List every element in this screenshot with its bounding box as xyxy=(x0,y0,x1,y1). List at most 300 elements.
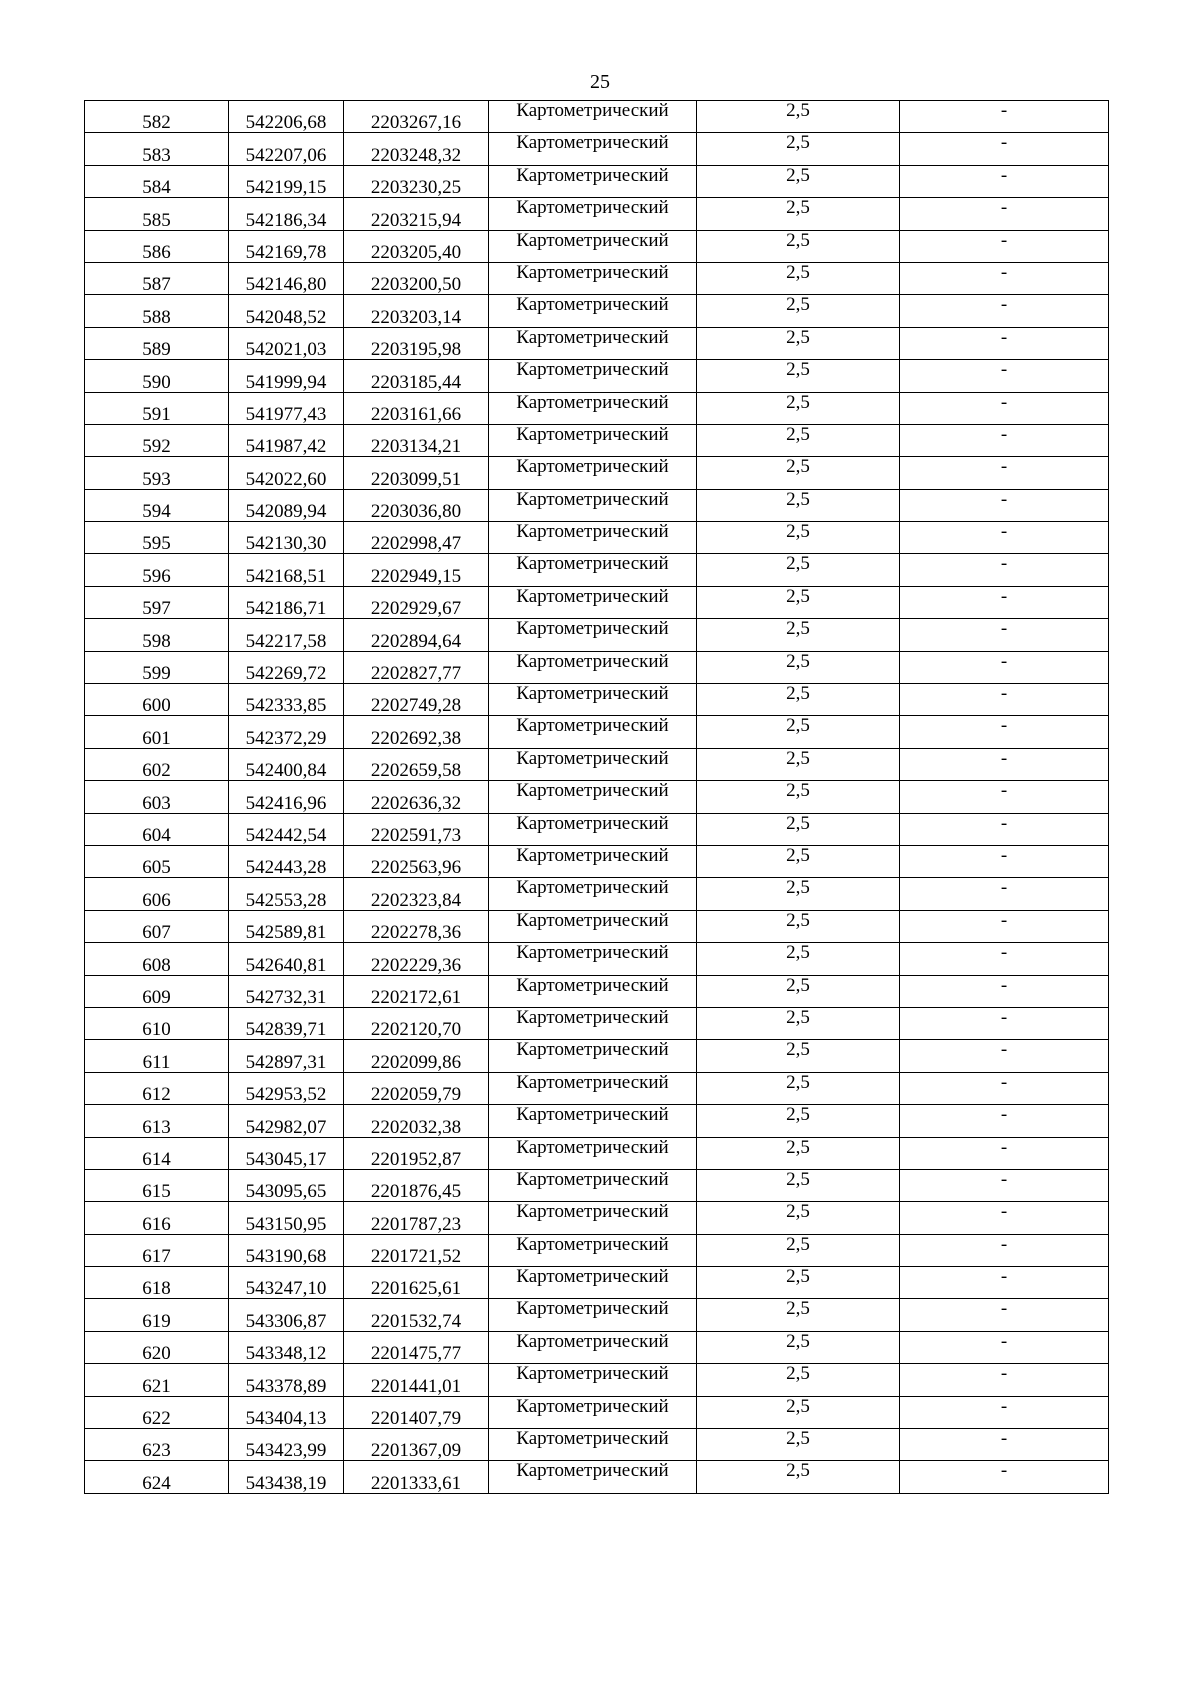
x-coordinate-cell: 542372,29 xyxy=(229,716,344,748)
accuracy-cell: 2,5 xyxy=(697,424,900,456)
x-coordinate-cell: 542022,60 xyxy=(229,457,344,489)
table-row xyxy=(85,1007,1109,1039)
y-coordinate-cell: 2203099,51 xyxy=(344,457,489,489)
point-number-cell: 601 xyxy=(85,716,229,748)
x-coordinate-cell: 542048,52 xyxy=(229,295,344,327)
y-coordinate-cell: 2202032,38 xyxy=(344,1105,489,1137)
point-number-cell: 583 xyxy=(85,133,229,165)
method-cell: Картометрический xyxy=(489,457,697,489)
y-coordinate-cell: 2201625,61 xyxy=(344,1267,489,1299)
note-cell: - xyxy=(900,651,1109,683)
method-cell: Картометрический xyxy=(489,910,697,942)
note-cell: - xyxy=(900,133,1109,165)
accuracy-cell: 2,5 xyxy=(697,360,900,392)
point-number-cell: 590 xyxy=(85,360,229,392)
accuracy-cell: 2,5 xyxy=(697,1202,900,1234)
y-coordinate-cell: 2202659,58 xyxy=(344,748,489,780)
accuracy-cell: 2,5 xyxy=(697,651,900,683)
table-row xyxy=(85,133,1109,165)
table-row xyxy=(85,878,1109,910)
method-cell: Картометрический xyxy=(489,845,697,877)
note-cell: - xyxy=(900,1072,1109,1104)
table-body xyxy=(85,101,1109,1494)
y-coordinate-cell: 2203195,98 xyxy=(344,327,489,359)
table-row xyxy=(85,1137,1109,1169)
accuracy-cell: 2,5 xyxy=(697,716,900,748)
note-cell: - xyxy=(900,489,1109,521)
accuracy-cell: 2,5 xyxy=(697,1331,900,1363)
x-coordinate-cell: 543378,89 xyxy=(229,1364,344,1396)
point-number-cell: 592 xyxy=(85,424,229,456)
accuracy-cell: 2,5 xyxy=(697,1461,900,1493)
x-coordinate-cell: 542953,52 xyxy=(229,1072,344,1104)
y-coordinate-cell: 2202563,96 xyxy=(344,845,489,877)
x-coordinate-cell: 542168,51 xyxy=(229,554,344,586)
accuracy-cell: 2,5 xyxy=(697,943,900,975)
y-coordinate-cell: 2202949,15 xyxy=(344,554,489,586)
y-coordinate-cell: 2203200,50 xyxy=(344,262,489,294)
table-row xyxy=(85,424,1109,456)
table-row xyxy=(85,684,1109,716)
accuracy-cell: 2,5 xyxy=(697,457,900,489)
y-coordinate-cell: 2201475,77 xyxy=(344,1331,489,1363)
table-row xyxy=(85,262,1109,294)
method-cell: Картометрический xyxy=(489,1429,697,1461)
method-cell: Картометрический xyxy=(489,554,697,586)
note-cell: - xyxy=(900,101,1109,133)
method-cell: Картометрический xyxy=(489,101,697,133)
y-coordinate-cell: 2202099,86 xyxy=(344,1040,489,1072)
table-row xyxy=(85,1299,1109,1331)
point-number-cell: 624 xyxy=(85,1461,229,1493)
note-cell: - xyxy=(900,619,1109,651)
y-coordinate-cell: 2203230,25 xyxy=(344,165,489,197)
accuracy-cell: 2,5 xyxy=(697,230,900,262)
table-row xyxy=(85,1202,1109,1234)
note-cell: - xyxy=(900,230,1109,262)
x-coordinate-cell: 543045,17 xyxy=(229,1137,344,1169)
table-row xyxy=(85,554,1109,586)
note-cell: - xyxy=(900,1267,1109,1299)
accuracy-cell: 2,5 xyxy=(697,1299,900,1331)
accuracy-cell: 2,5 xyxy=(697,101,900,133)
x-coordinate-cell: 542021,03 xyxy=(229,327,344,359)
accuracy-cell: 2,5 xyxy=(697,1105,900,1137)
y-coordinate-cell: 2201407,79 xyxy=(344,1396,489,1428)
table-row xyxy=(85,1396,1109,1428)
method-cell: Картометрический xyxy=(489,1137,697,1169)
point-number-cell: 594 xyxy=(85,489,229,521)
table-row xyxy=(85,716,1109,748)
accuracy-cell: 2,5 xyxy=(697,619,900,651)
note-cell: - xyxy=(900,1461,1109,1493)
table-row xyxy=(85,522,1109,554)
note-cell: - xyxy=(900,198,1109,230)
method-cell: Картометрический xyxy=(489,392,697,424)
point-number-cell: 603 xyxy=(85,781,229,813)
point-number-cell: 614 xyxy=(85,1137,229,1169)
point-number-cell: 598 xyxy=(85,619,229,651)
table-row xyxy=(85,457,1109,489)
accuracy-cell: 2,5 xyxy=(697,489,900,521)
table-row xyxy=(85,360,1109,392)
point-number-cell: 610 xyxy=(85,1007,229,1039)
method-cell: Картометрический xyxy=(489,133,697,165)
note-cell: - xyxy=(900,975,1109,1007)
x-coordinate-cell: 543247,10 xyxy=(229,1267,344,1299)
y-coordinate-cell: 2203185,44 xyxy=(344,360,489,392)
method-cell: Картометрический xyxy=(489,295,697,327)
note-cell: - xyxy=(900,1007,1109,1039)
y-coordinate-cell: 2202172,61 xyxy=(344,975,489,1007)
x-coordinate-cell: 543423,99 xyxy=(229,1429,344,1461)
y-coordinate-cell: 2203203,14 xyxy=(344,295,489,327)
note-cell: - xyxy=(900,295,1109,327)
y-coordinate-cell: 2203215,94 xyxy=(344,198,489,230)
y-coordinate-cell: 2201787,23 xyxy=(344,1202,489,1234)
table-row xyxy=(85,748,1109,780)
table-row xyxy=(85,165,1109,197)
x-coordinate-cell: 542333,85 xyxy=(229,684,344,716)
table-row xyxy=(85,1267,1109,1299)
y-coordinate-cell: 2202998,47 xyxy=(344,522,489,554)
accuracy-cell: 2,5 xyxy=(697,1364,900,1396)
method-cell: Картометрический xyxy=(489,230,697,262)
x-coordinate-cell: 542982,07 xyxy=(229,1105,344,1137)
accuracy-cell: 2,5 xyxy=(697,165,900,197)
x-coordinate-cell: 543095,65 xyxy=(229,1169,344,1201)
point-number-cell: 622 xyxy=(85,1396,229,1428)
method-cell: Картометрический xyxy=(489,262,697,294)
method-cell: Картометрический xyxy=(489,165,697,197)
note-cell: - xyxy=(900,360,1109,392)
x-coordinate-cell: 542443,28 xyxy=(229,845,344,877)
method-cell: Картометрический xyxy=(489,813,697,845)
y-coordinate-cell: 2202894,64 xyxy=(344,619,489,651)
point-number-cell: 596 xyxy=(85,554,229,586)
method-cell: Картометрический xyxy=(489,1299,697,1331)
accuracy-cell: 2,5 xyxy=(697,1169,900,1201)
point-number-cell: 600 xyxy=(85,684,229,716)
point-number-cell: 623 xyxy=(85,1429,229,1461)
x-coordinate-cell: 541987,42 xyxy=(229,424,344,456)
x-coordinate-cell: 542400,84 xyxy=(229,748,344,780)
table-row xyxy=(85,781,1109,813)
table-row xyxy=(85,975,1109,1007)
point-number-cell: 621 xyxy=(85,1364,229,1396)
point-number-cell: 607 xyxy=(85,910,229,942)
table-row xyxy=(85,230,1109,262)
table-row xyxy=(85,1331,1109,1363)
point-number-cell: 605 xyxy=(85,845,229,877)
method-cell: Картометрический xyxy=(489,1169,697,1201)
x-coordinate-cell: 542186,34 xyxy=(229,198,344,230)
method-cell: Картометрический xyxy=(489,586,697,618)
y-coordinate-cell: 2202827,77 xyxy=(344,651,489,683)
y-coordinate-cell: 2202692,38 xyxy=(344,716,489,748)
note-cell: - xyxy=(900,1364,1109,1396)
accuracy-cell: 2,5 xyxy=(697,522,900,554)
table-row xyxy=(85,1364,1109,1396)
method-cell: Картометрический xyxy=(489,1234,697,1266)
y-coordinate-cell: 2201952,87 xyxy=(344,1137,489,1169)
x-coordinate-cell: 542732,31 xyxy=(229,975,344,1007)
table-row xyxy=(85,1461,1109,1493)
x-coordinate-cell: 542199,15 xyxy=(229,165,344,197)
note-cell: - xyxy=(900,1429,1109,1461)
accuracy-cell: 2,5 xyxy=(697,1007,900,1039)
method-cell: Картометрический xyxy=(489,1396,697,1428)
method-cell: Картометрический xyxy=(489,1105,697,1137)
accuracy-cell: 2,5 xyxy=(697,1396,900,1428)
x-coordinate-cell: 542207,06 xyxy=(229,133,344,165)
note-cell: - xyxy=(900,910,1109,942)
table-row xyxy=(85,910,1109,942)
method-cell: Картометрический xyxy=(489,684,697,716)
y-coordinate-cell: 2202636,32 xyxy=(344,781,489,813)
y-coordinate-cell: 2202229,36 xyxy=(344,943,489,975)
x-coordinate-cell: 542897,31 xyxy=(229,1040,344,1072)
note-cell: - xyxy=(900,845,1109,877)
method-cell: Картометрический xyxy=(489,651,697,683)
point-number-cell: 584 xyxy=(85,165,229,197)
method-cell: Картометрический xyxy=(489,424,697,456)
note-cell: - xyxy=(900,392,1109,424)
note-cell: - xyxy=(900,1040,1109,1072)
point-number-cell: 609 xyxy=(85,975,229,1007)
x-coordinate-cell: 543306,87 xyxy=(229,1299,344,1331)
note-cell: - xyxy=(900,748,1109,780)
x-coordinate-cell: 542169,78 xyxy=(229,230,344,262)
x-coordinate-cell: 543348,12 xyxy=(229,1331,344,1363)
point-number-cell: 591 xyxy=(85,392,229,424)
note-cell: - xyxy=(900,813,1109,845)
note-cell: - xyxy=(900,1299,1109,1331)
point-number-cell: 616 xyxy=(85,1202,229,1234)
point-number-cell: 604 xyxy=(85,813,229,845)
method-cell: Картометрический xyxy=(489,619,697,651)
accuracy-cell: 2,5 xyxy=(697,684,900,716)
y-coordinate-cell: 2203248,32 xyxy=(344,133,489,165)
accuracy-cell: 2,5 xyxy=(697,327,900,359)
table-row xyxy=(85,1072,1109,1104)
accuracy-cell: 2,5 xyxy=(697,748,900,780)
table-row xyxy=(85,943,1109,975)
method-cell: Картометрический xyxy=(489,748,697,780)
note-cell: - xyxy=(900,781,1109,813)
accuracy-cell: 2,5 xyxy=(697,975,900,1007)
note-cell: - xyxy=(900,1234,1109,1266)
note-cell: - xyxy=(900,1331,1109,1363)
table-row xyxy=(85,586,1109,618)
table-row xyxy=(85,845,1109,877)
note-cell: - xyxy=(900,457,1109,489)
y-coordinate-cell: 2203161,66 xyxy=(344,392,489,424)
x-coordinate-cell: 542640,81 xyxy=(229,943,344,975)
accuracy-cell: 2,5 xyxy=(697,1137,900,1169)
table-row xyxy=(85,619,1109,651)
note-cell: - xyxy=(900,1169,1109,1201)
method-cell: Картометрический xyxy=(489,1267,697,1299)
y-coordinate-cell: 2202120,70 xyxy=(344,1007,489,1039)
page-number: 25 xyxy=(590,71,610,93)
note-cell: - xyxy=(900,522,1109,554)
point-number-cell: 586 xyxy=(85,230,229,262)
point-number-cell: 589 xyxy=(85,327,229,359)
method-cell: Картометрический xyxy=(489,327,697,359)
table-row xyxy=(85,1169,1109,1201)
method-cell: Картометрический xyxy=(489,198,697,230)
x-coordinate-cell: 542217,58 xyxy=(229,619,344,651)
x-coordinate-cell: 542839,71 xyxy=(229,1007,344,1039)
method-cell: Картометрический xyxy=(489,360,697,392)
table-row xyxy=(85,1040,1109,1072)
point-number-cell: 599 xyxy=(85,651,229,683)
accuracy-cell: 2,5 xyxy=(697,262,900,294)
x-coordinate-cell: 542416,96 xyxy=(229,781,344,813)
point-number-cell: 597 xyxy=(85,586,229,618)
point-number-cell: 618 xyxy=(85,1267,229,1299)
note-cell: - xyxy=(900,327,1109,359)
accuracy-cell: 2,5 xyxy=(697,1267,900,1299)
accuracy-cell: 2,5 xyxy=(697,781,900,813)
method-cell: Картометрический xyxy=(489,781,697,813)
point-number-cell: 595 xyxy=(85,522,229,554)
accuracy-cell: 2,5 xyxy=(697,1429,900,1461)
point-number-cell: 585 xyxy=(85,198,229,230)
note-cell: - xyxy=(900,943,1109,975)
point-number-cell: 593 xyxy=(85,457,229,489)
point-number-cell: 615 xyxy=(85,1169,229,1201)
x-coordinate-cell: 543404,13 xyxy=(229,1396,344,1428)
y-coordinate-cell: 2202591,73 xyxy=(344,813,489,845)
y-coordinate-cell: 2202278,36 xyxy=(344,910,489,942)
note-cell: - xyxy=(900,586,1109,618)
note-cell: - xyxy=(900,1396,1109,1428)
accuracy-cell: 2,5 xyxy=(697,878,900,910)
accuracy-cell: 2,5 xyxy=(697,1072,900,1104)
point-number-cell: 613 xyxy=(85,1105,229,1137)
point-number-cell: 620 xyxy=(85,1331,229,1363)
y-coordinate-cell: 2203205,40 xyxy=(344,230,489,262)
accuracy-cell: 2,5 xyxy=(697,1234,900,1266)
method-cell: Картометрический xyxy=(489,975,697,1007)
point-number-cell: 617 xyxy=(85,1234,229,1266)
note-cell: - xyxy=(900,554,1109,586)
note-cell: - xyxy=(900,424,1109,456)
point-number-cell: 619 xyxy=(85,1299,229,1331)
table-row xyxy=(85,1429,1109,1461)
point-number-cell: 587 xyxy=(85,262,229,294)
y-coordinate-cell: 2203267,16 xyxy=(344,101,489,133)
accuracy-cell: 2,5 xyxy=(697,813,900,845)
method-cell: Картометрический xyxy=(489,1072,697,1104)
table-row xyxy=(85,489,1109,521)
method-cell: Картометрический xyxy=(489,943,697,975)
y-coordinate-cell: 2201367,09 xyxy=(344,1429,489,1461)
point-number-cell: 612 xyxy=(85,1072,229,1104)
accuracy-cell: 2,5 xyxy=(697,910,900,942)
method-cell: Картометрический xyxy=(489,1007,697,1039)
note-cell: - xyxy=(900,684,1109,716)
table-row xyxy=(85,1234,1109,1266)
table-row xyxy=(85,198,1109,230)
point-number-cell: 608 xyxy=(85,943,229,975)
x-coordinate-cell: 542553,28 xyxy=(229,878,344,910)
x-coordinate-cell: 542269,72 xyxy=(229,651,344,683)
method-cell: Картометрический xyxy=(489,522,697,554)
y-coordinate-cell: 2203134,21 xyxy=(344,424,489,456)
x-coordinate-cell: 542089,94 xyxy=(229,489,344,521)
accuracy-cell: 2,5 xyxy=(697,1040,900,1072)
note-cell: - xyxy=(900,716,1109,748)
method-cell: Картометрический xyxy=(489,1331,697,1363)
method-cell: Картометрический xyxy=(489,1461,697,1493)
x-coordinate-cell: 543438,19 xyxy=(229,1461,344,1493)
y-coordinate-cell: 2202059,79 xyxy=(344,1072,489,1104)
x-coordinate-cell: 541977,43 xyxy=(229,392,344,424)
table-row xyxy=(85,392,1109,424)
y-coordinate-cell: 2201333,61 xyxy=(344,1461,489,1493)
point-number-cell: 606 xyxy=(85,878,229,910)
table-row xyxy=(85,813,1109,845)
y-coordinate-cell: 2202749,28 xyxy=(344,684,489,716)
x-coordinate-cell: 542206,68 xyxy=(229,101,344,133)
point-number-cell: 588 xyxy=(85,295,229,327)
method-cell: Картометрический xyxy=(489,1202,697,1234)
point-number-cell: 582 xyxy=(85,101,229,133)
note-cell: - xyxy=(900,1105,1109,1137)
table-row xyxy=(85,295,1109,327)
method-cell: Картометрический xyxy=(489,1040,697,1072)
y-coordinate-cell: 2202323,84 xyxy=(344,878,489,910)
x-coordinate-cell: 542146,80 xyxy=(229,262,344,294)
accuracy-cell: 2,5 xyxy=(697,586,900,618)
accuracy-cell: 2,5 xyxy=(697,845,900,877)
accuracy-cell: 2,5 xyxy=(697,392,900,424)
x-coordinate-cell: 543190,68 xyxy=(229,1234,344,1266)
y-coordinate-cell: 2201876,45 xyxy=(344,1169,489,1201)
point-number-cell: 611 xyxy=(85,1040,229,1072)
accuracy-cell: 2,5 xyxy=(697,133,900,165)
method-cell: Картометрический xyxy=(489,1364,697,1396)
method-cell: Картометрический xyxy=(489,878,697,910)
y-coordinate-cell: 2201441,01 xyxy=(344,1364,489,1396)
note-cell: - xyxy=(900,1137,1109,1169)
x-coordinate-cell: 542589,81 xyxy=(229,910,344,942)
table-row xyxy=(85,327,1109,359)
y-coordinate-cell: 2203036,80 xyxy=(344,489,489,521)
x-coordinate-cell: 542186,71 xyxy=(229,586,344,618)
coordinates-table xyxy=(84,100,1109,1494)
y-coordinate-cell: 2201721,52 xyxy=(344,1234,489,1266)
table-row xyxy=(85,101,1109,133)
method-cell: Картометрический xyxy=(489,489,697,521)
method-cell: Картометрический xyxy=(489,716,697,748)
note-cell: - xyxy=(900,262,1109,294)
note-cell: - xyxy=(900,878,1109,910)
y-coordinate-cell: 2201532,74 xyxy=(344,1299,489,1331)
x-coordinate-cell: 542442,54 xyxy=(229,813,344,845)
accuracy-cell: 2,5 xyxy=(697,554,900,586)
note-cell: - xyxy=(900,165,1109,197)
x-coordinate-cell: 542130,30 xyxy=(229,522,344,554)
table-row xyxy=(85,651,1109,683)
y-coordinate-cell: 2202929,67 xyxy=(344,586,489,618)
x-coordinate-cell: 541999,94 xyxy=(229,360,344,392)
table-row xyxy=(85,1105,1109,1137)
x-coordinate-cell: 543150,95 xyxy=(229,1202,344,1234)
